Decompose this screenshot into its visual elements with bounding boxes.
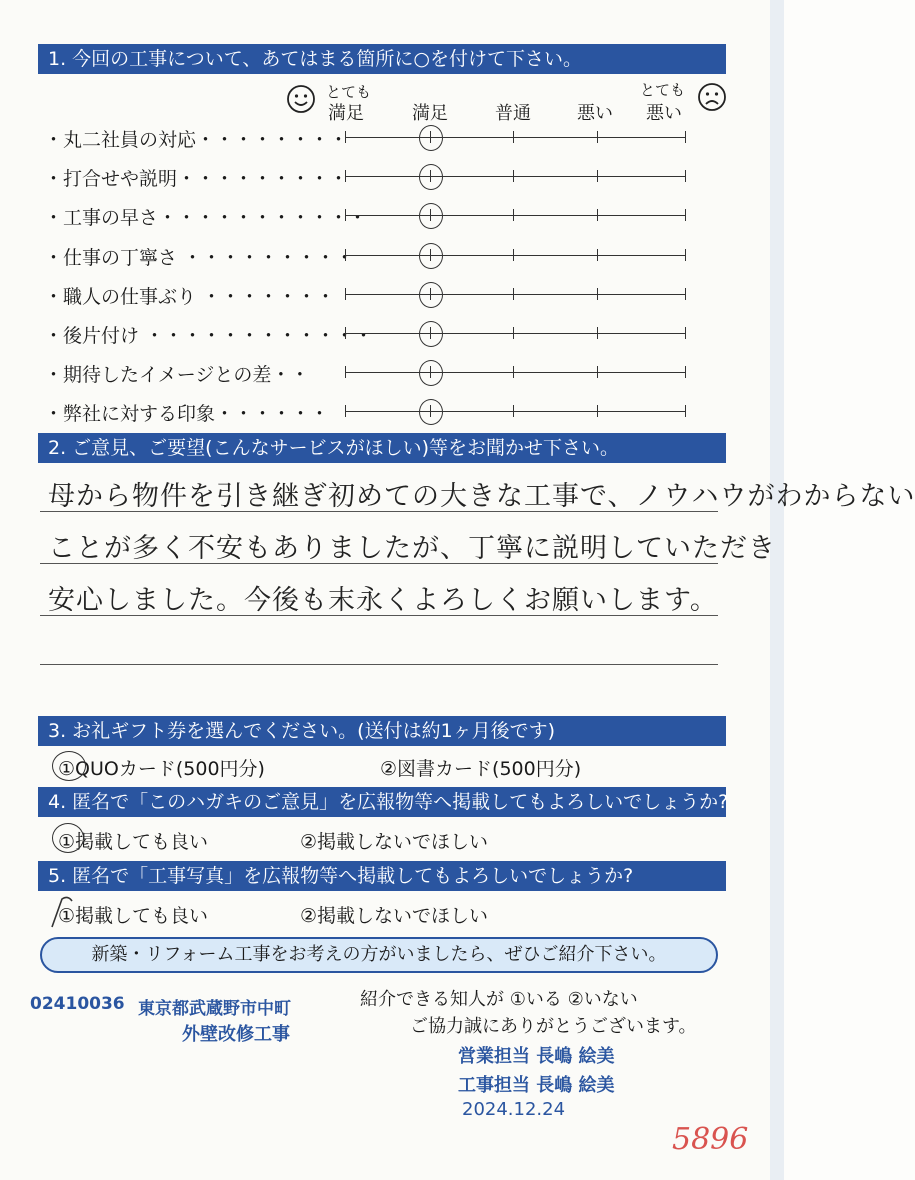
rating-scale-tick[interactable] xyxy=(597,249,598,261)
rating-scale-tick[interactable] xyxy=(685,405,686,417)
rating-row-label: ・丸二社員の対応・・・・・・・・ xyxy=(44,129,349,151)
comment-line-2: ことが多く不安もありましたが、丁寧に説明していただき xyxy=(48,533,776,564)
section2-header: 2. ご意見、ご要望(こんなサービスがほしい)等をお聞かせ下さい。 xyxy=(38,433,726,463)
gift-selected-mark xyxy=(52,751,86,781)
rating-selected-mark xyxy=(419,203,443,229)
photo-selected-mark xyxy=(48,895,78,931)
scale-very-satisfied-top: とても xyxy=(326,83,372,101)
rating-row-label: ・打合せや説明・・・・・・・・・ xyxy=(44,168,349,190)
scale-bad: 悪い xyxy=(577,103,613,124)
gift-option-quo[interactable]: ①QUOカード(500円分) xyxy=(58,758,265,780)
rating-scale-tick[interactable] xyxy=(685,170,686,182)
rating-selected-mark xyxy=(419,282,443,308)
frowning-face-icon xyxy=(697,82,727,112)
rating-scale-line xyxy=(345,411,685,412)
rating-selected-mark xyxy=(419,321,443,347)
sales-staff: 営業担当 長嶋 絵美 xyxy=(458,1046,615,1067)
rating-scale-tick[interactable] xyxy=(597,288,598,300)
rating-scale-tick[interactable] xyxy=(513,405,514,417)
rating-scale-tick[interactable] xyxy=(345,170,346,182)
rating-selected-mark xyxy=(419,360,443,386)
rating-scale-tick[interactable] xyxy=(345,288,346,300)
rating-selected-mark xyxy=(419,243,443,269)
rating-row-label: ・期待したイメージとの差・・ xyxy=(44,364,310,386)
thanks-message: ご協力誠にありがとうございます。 xyxy=(410,1016,697,1037)
scale-satisfied: 満足 xyxy=(412,103,448,124)
work-type: 外壁改修工事 xyxy=(182,1024,290,1045)
rating-scale-tick[interactable] xyxy=(597,170,598,182)
rating-row-label: ・後片付け ・・・・・・・・・・・・ xyxy=(44,325,374,347)
publish-opinion-ng[interactable]: ②掲載しないでほしい xyxy=(300,831,489,853)
rating-scale-tick[interactable] xyxy=(513,131,514,143)
smiley-face-icon xyxy=(286,84,316,114)
rating-scale-tick[interactable] xyxy=(345,249,346,261)
scale-very-satisfied-bottom: 満足 xyxy=(328,103,364,124)
comment-line-1: 母から物件を引き継ぎ初めての大きな工事で、ノウハウがわからない xyxy=(48,481,915,512)
referral-question: 紹介できる知人が ①いる ②いない xyxy=(360,989,638,1010)
publish-photo-ng[interactable]: ②掲載しないでほしい xyxy=(300,905,489,927)
comment-rule-4 xyxy=(40,664,718,665)
section5-header: 5. 匿名で「工事写真」を広報物等へ掲載してもよろしいでしょうか? xyxy=(38,861,726,891)
section4-header: 4. 匿名で「このハガキのご意見」を広報物等へ掲載してもよろしいでしょうか? xyxy=(38,787,726,817)
section3-header: 3. お礼ギフト券を選んでください。(送付は約1ヶ月後です) xyxy=(38,716,726,746)
rating-scale-tick[interactable] xyxy=(685,209,686,221)
scale-very-bad-top: とても xyxy=(640,81,686,99)
rating-scale-line xyxy=(345,176,685,177)
comment-line-3: 安心しました。今後も末永くよろしくお願いします。 xyxy=(48,585,718,616)
rating-scale-tick[interactable] xyxy=(597,405,598,417)
rating-scale-tick[interactable] xyxy=(513,327,514,339)
customer-code: 02410036 xyxy=(30,994,125,1014)
rating-scale-tick[interactable] xyxy=(685,131,686,143)
customer-address: 東京都武蔵野市中町 xyxy=(138,999,291,1019)
rating-scale-tick[interactable] xyxy=(345,366,346,378)
referral-banner: 新築・リフォーム工事をお考えの方がいましたら、ぜひご紹介下さい。 xyxy=(40,937,718,973)
publish-photo-ok[interactable]: ①掲載しても良い xyxy=(58,905,209,927)
rating-scale-tick[interactable] xyxy=(597,131,598,143)
rating-scale-line xyxy=(345,294,685,295)
rating-scale-tick[interactable] xyxy=(345,405,346,417)
opinion-selected-mark xyxy=(52,823,84,853)
publish-opinion-ok[interactable]: ①掲載しても良い xyxy=(58,831,209,853)
section1-header: 1. 今回の工事について、あてはまる箇所に○を付けて下さい。 xyxy=(38,44,726,74)
rating-scale-tick[interactable] xyxy=(685,288,686,300)
rating-selected-mark xyxy=(419,164,443,190)
rating-scale-tick[interactable] xyxy=(513,249,514,261)
rating-scale-tick[interactable] xyxy=(513,170,514,182)
comment-rule-1 xyxy=(40,511,718,512)
rating-scale-line xyxy=(345,333,685,334)
rating-scale-tick[interactable] xyxy=(597,366,598,378)
rating-scale-line xyxy=(345,255,685,256)
rating-scale-tick[interactable] xyxy=(685,249,686,261)
rating-scale-tick[interactable] xyxy=(597,209,598,221)
gift-option-book[interactable]: ②図書カード(500円分) xyxy=(380,758,582,780)
rating-scale-tick[interactable] xyxy=(513,209,514,221)
rating-scale-tick[interactable] xyxy=(597,327,598,339)
handwritten-number: 5896 xyxy=(672,1122,749,1157)
survey-date: 2024.12.24 xyxy=(462,1099,566,1120)
scale-normal: 普通 xyxy=(495,103,531,124)
rating-row-label: ・仕事の丁寧さ ・・・・・・・・・ xyxy=(44,247,355,269)
rating-scale-line xyxy=(345,215,685,216)
rating-selected-mark xyxy=(419,399,443,425)
rating-scale-tick[interactable] xyxy=(685,327,686,339)
comment-rule-2 xyxy=(40,563,718,564)
rating-scale-line xyxy=(345,137,685,138)
comment-rule-3 xyxy=(40,615,718,616)
rating-row-label: ・弊社に対する印象・・・・・・ xyxy=(44,403,330,425)
rating-scale-tick[interactable] xyxy=(513,288,514,300)
rating-scale-tick[interactable] xyxy=(345,131,346,143)
rating-scale-tick[interactable] xyxy=(685,366,686,378)
rating-scale-tick[interactable] xyxy=(513,366,514,378)
rating-row-label: ・工事の早さ・・・・・・・・・・・ xyxy=(44,207,368,229)
rating-scale-tick[interactable] xyxy=(345,209,346,221)
rating-scale-line xyxy=(345,372,685,373)
rating-row-label: ・職人の仕事ぶり ・・・・・・・ xyxy=(44,286,336,308)
rating-scale-tick[interactable] xyxy=(345,327,346,339)
rating-selected-mark xyxy=(419,125,443,151)
construction-staff: 工事担当 長嶋 絵美 xyxy=(458,1075,615,1096)
scale-very-bad-bottom: 悪い xyxy=(646,103,682,124)
card-edge xyxy=(770,0,784,1180)
